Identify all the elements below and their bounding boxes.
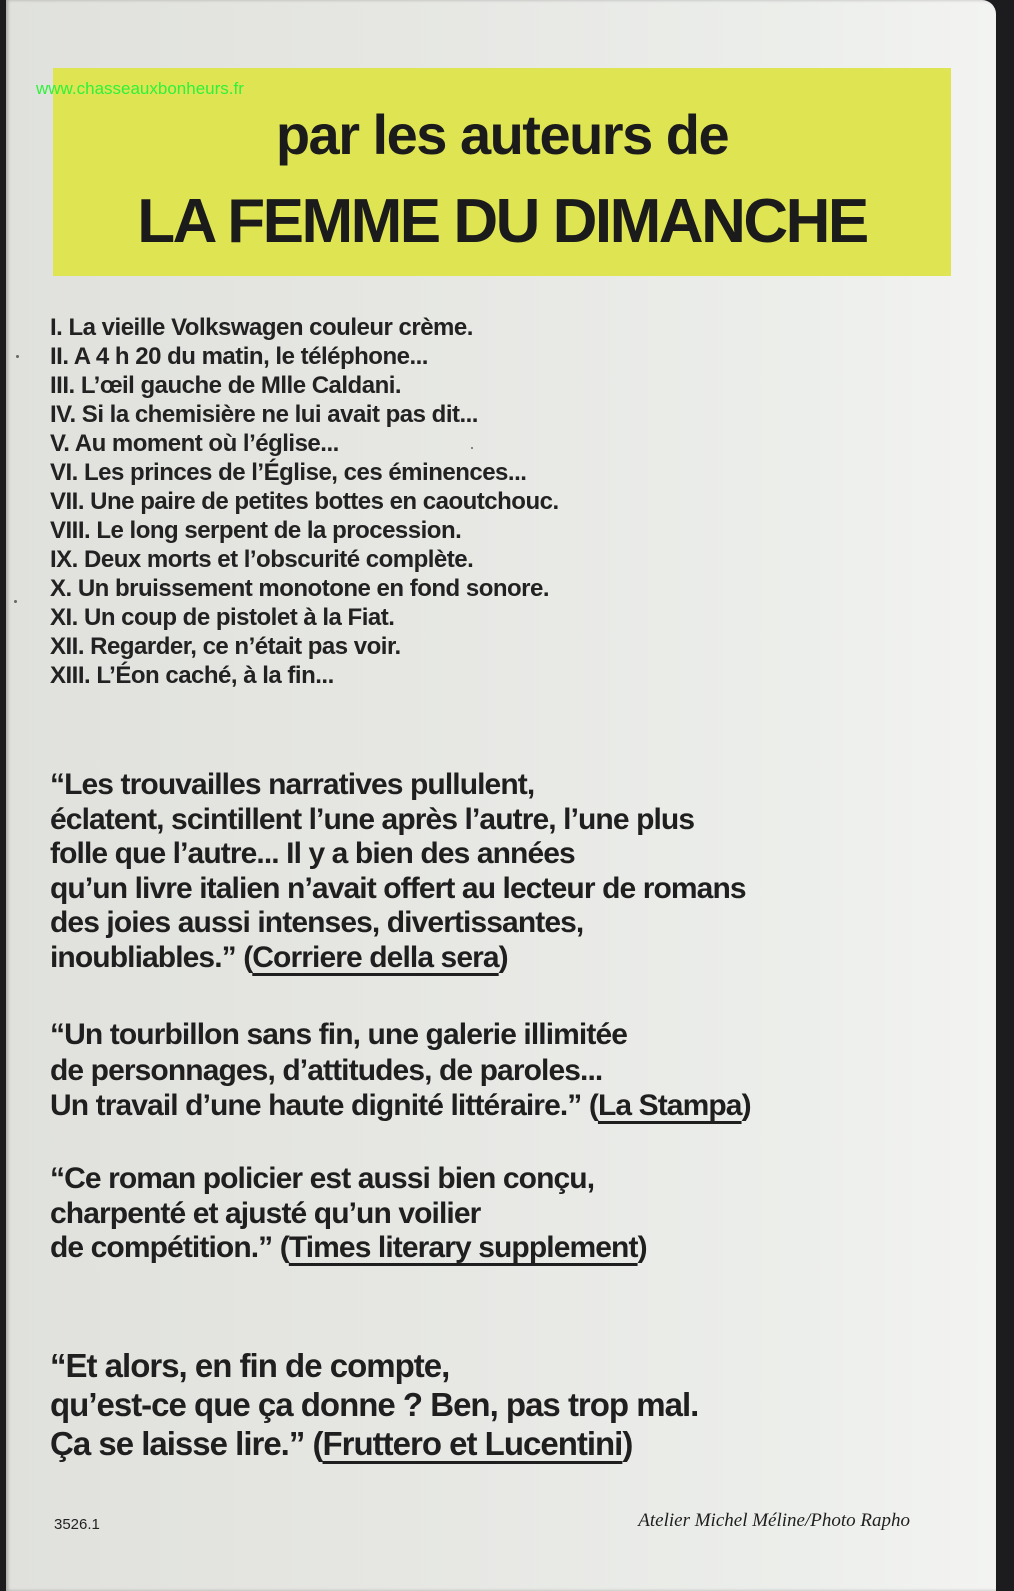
paper-speck [16, 355, 19, 358]
chapter-list [50, 313, 559, 690]
banner-subtitle: par les auteurs de [275, 103, 729, 166]
chapter-item: VI. Les princes de l’Église, ces éminences... [50, 459, 527, 486]
quote-closing: ) [622, 1425, 633, 1462]
chapter-item: VII. Une paire de petites bottes en caoutchouc. [50, 488, 559, 515]
quote-line: des joies aussi intenses, divertissantes, [50, 906, 584, 940]
quote-line: “Ce roman policier est aussi bien conçu, [50, 1162, 595, 1195]
watermark-link[interactable]: www.chasseauxbonheurs.fr [36, 79, 244, 98]
chapter-item: II. A 4 h 20 du matin, le téléphone... [50, 343, 428, 370]
quote-line: qu’un livre italien n’avait offert au lecteur de romans [50, 871, 746, 905]
quote-line: “Et alors, en fin de compte, [50, 1347, 450, 1384]
quote-source: La Stampa [597, 1089, 742, 1122]
chapter-item: XI. Un coup de pistolet à la Fiat. [50, 604, 395, 631]
quote-text: Un travail d’une haute dignité littéraire.” ( [50, 1089, 598, 1122]
quote-line: folle que l’autre... Il y a bien des années [50, 837, 575, 871]
quote-line-last [50, 941, 746, 976]
quote-source: Fruttero et Lucentini [322, 1425, 623, 1462]
quote-line: charpenté et ajusté qu’un voilier [50, 1196, 481, 1230]
paper-speck [471, 447, 473, 449]
chapter-item: X. Un bruissement monotone en fond sonore. [50, 575, 550, 602]
quote-text: inoubliables.” ( [50, 940, 253, 974]
chapter-item: I. La vieille Volkswagen couleur crème. [50, 314, 473, 341]
photo-credit: Atelier Michel Méline/Photo Rapho [638, 1510, 910, 1531]
quote-line: qu’est-ce que ça donne ? Ben, pas trop mal. [50, 1386, 699, 1423]
catalog-code: 3526.1 [54, 1516, 100, 1533]
press-quote-corriere [50, 768, 746, 976]
paper-speck [14, 600, 17, 603]
press-quote-authors [50, 1346, 698, 1463]
quote-line: “Les trouvailles narratives pullulent, [50, 768, 535, 801]
quote-source: Corriere della sera [252, 940, 499, 974]
quote-source: Times literary supplement [288, 1231, 638, 1264]
chapter-item: V. Au moment où l’église... [50, 430, 339, 457]
quote-line-last [50, 1424, 698, 1463]
quote-line-last [50, 1231, 647, 1266]
chapter-item: IX. Deux morts et l’obscurité complète. [50, 546, 474, 573]
quote-line: éclatent, scintillent l’une après l’autre, l’une plus [50, 802, 695, 836]
chapter-item: IV. Si la chemisière ne lui avait pas dit... [50, 401, 478, 428]
chapter-item: III. L’œil gauche de Mlle Caldani. [50, 372, 402, 399]
chapter-item: VIII. Le long serpent de la procession. [50, 517, 462, 544]
chapter-item: XIII. L’Éon caché, à la fin... [50, 662, 334, 689]
quote-closing: ) [637, 1231, 647, 1264]
title-banner [53, 68, 951, 276]
press-quote-stampa [50, 1017, 751, 1124]
chapter-item: XII. Regarder, ce n’était pas voir. [50, 633, 401, 660]
quote-text: de compétition.” ( [50, 1231, 289, 1264]
quote-closing: ) [498, 940, 508, 974]
banner-title: LA FEMME DU DIMANCHE [137, 187, 867, 256]
quote-text: Ça se laisse lire.” ( [50, 1425, 323, 1462]
quote-line-last [50, 1088, 751, 1124]
quote-line: “Un tourbillon sans fin, une galerie illimitée [50, 1018, 628, 1051]
book-back-cover [6, 0, 996, 1591]
quote-line: de personnages, d’attitudes, de paroles... [50, 1053, 603, 1087]
press-quote-times [50, 1162, 647, 1266]
quote-closing: ) [741, 1089, 751, 1122]
